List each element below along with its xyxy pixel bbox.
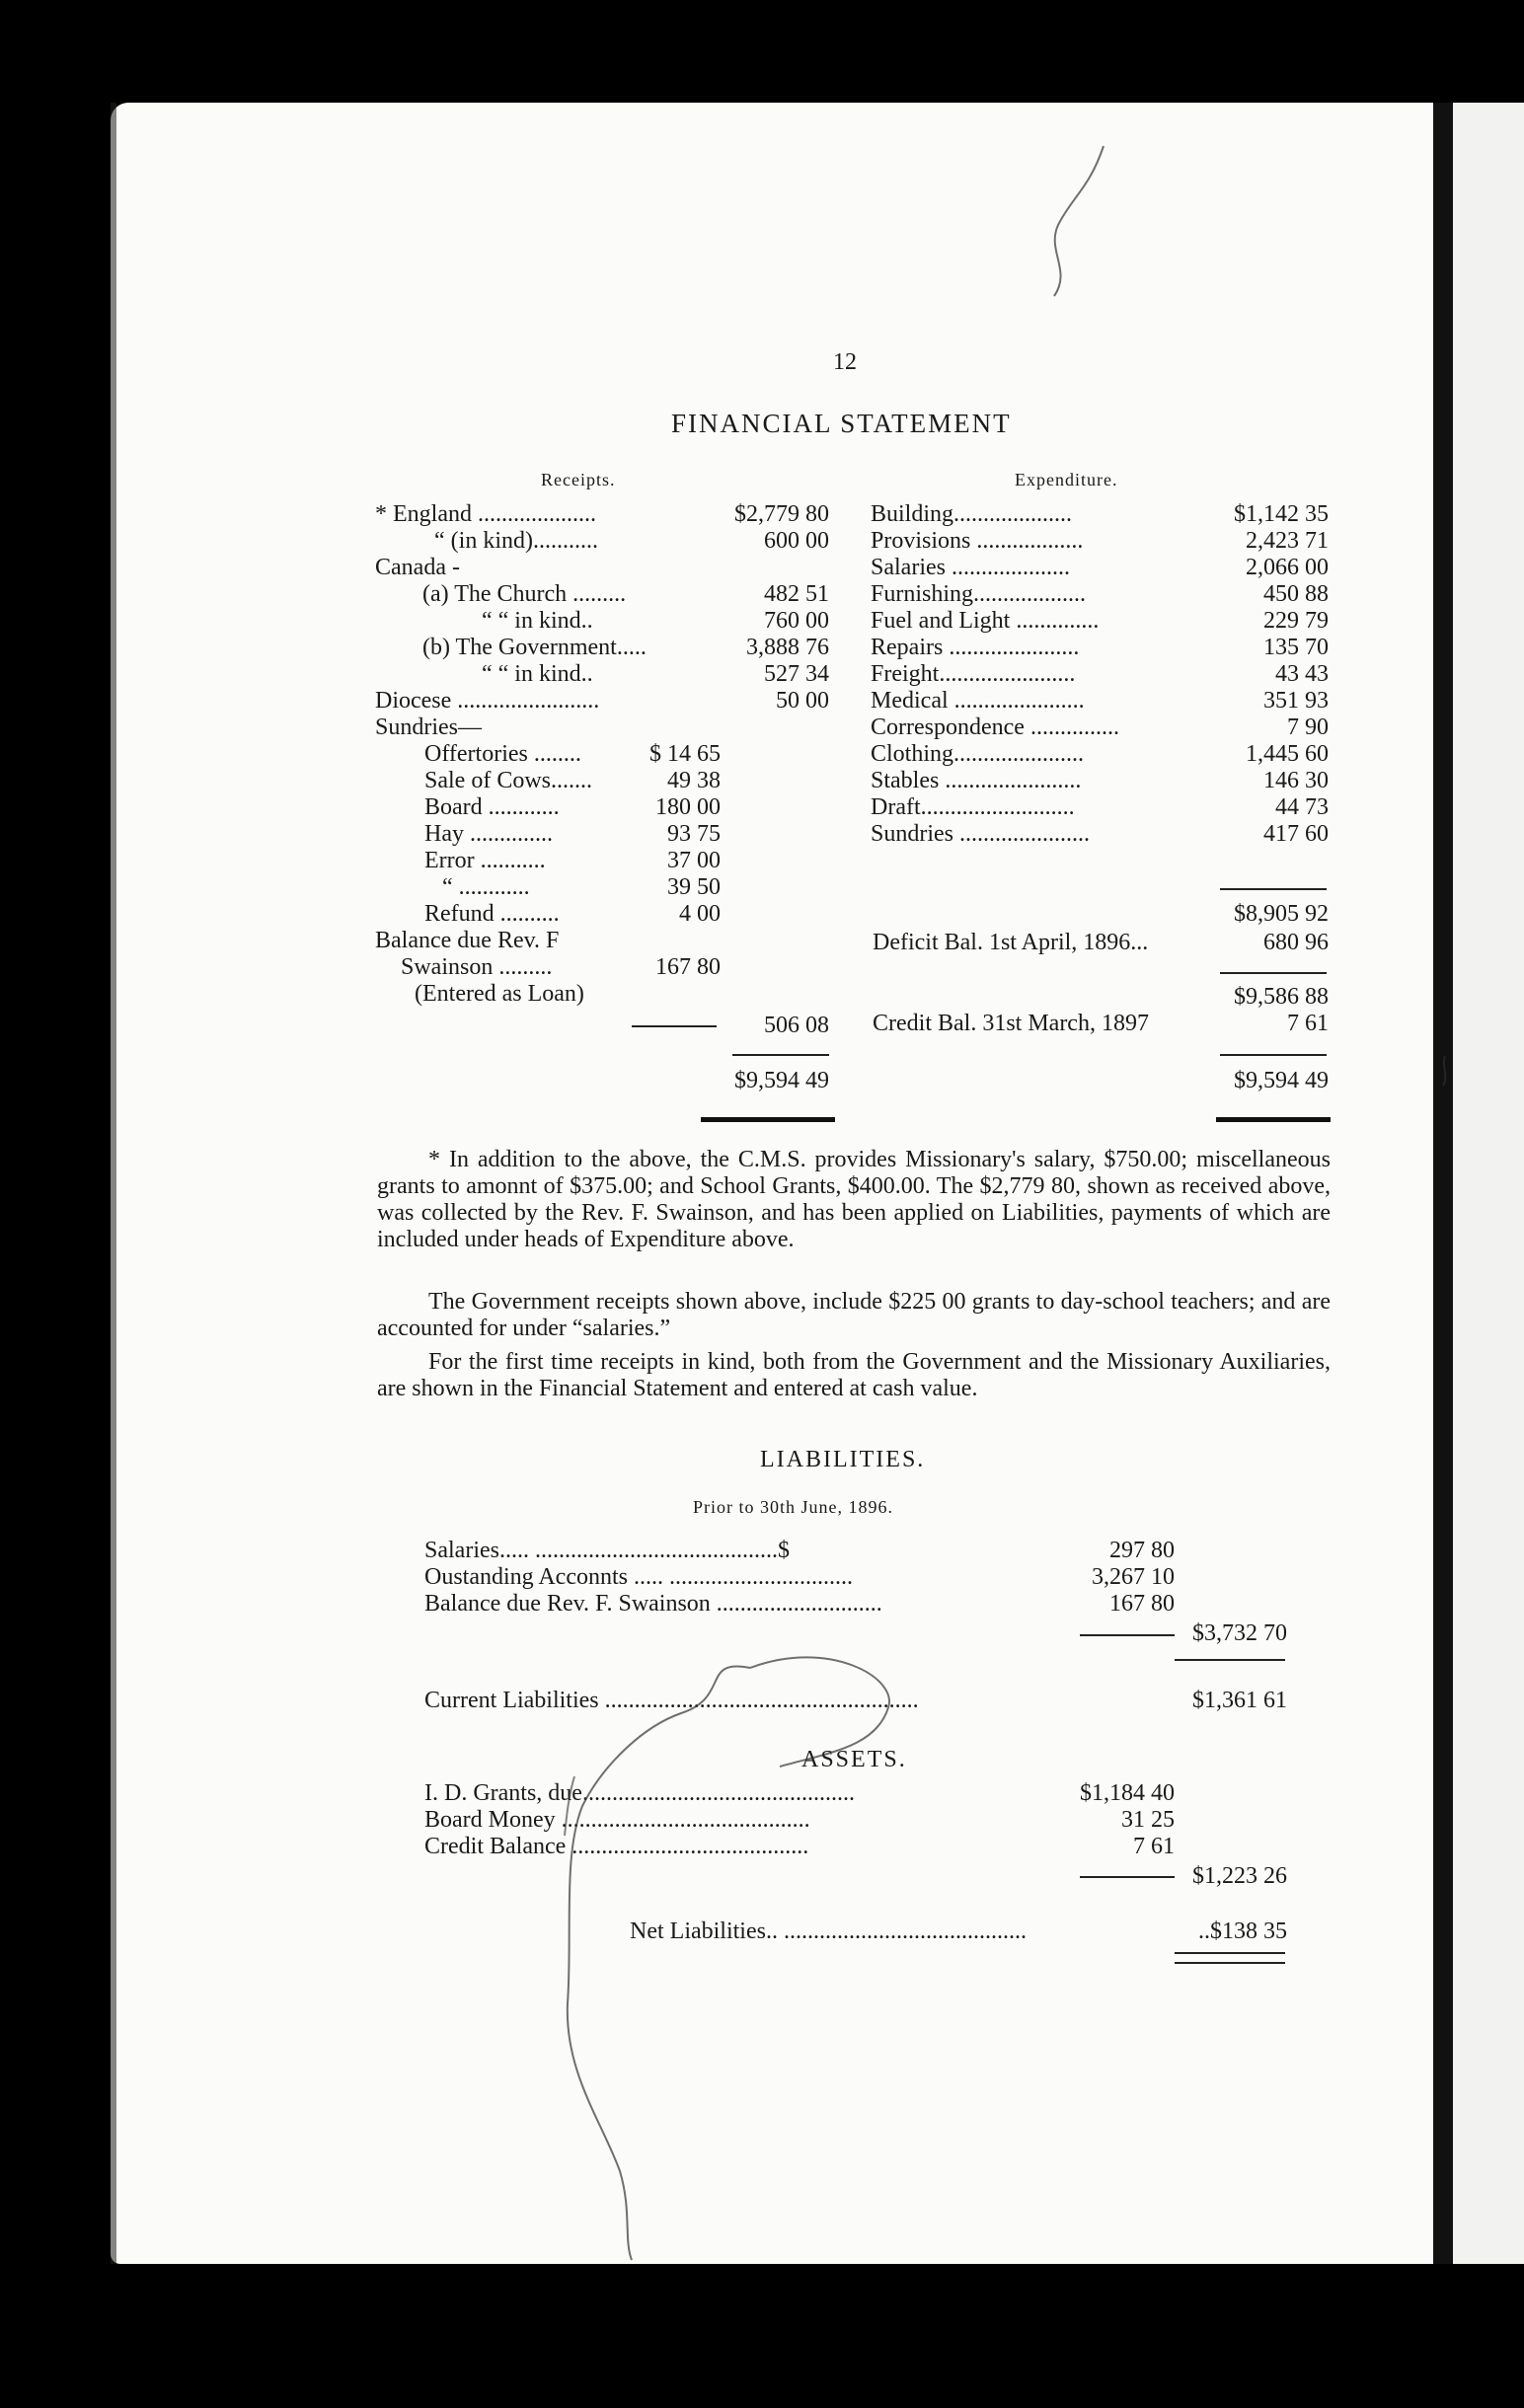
page-number: 12 xyxy=(833,349,857,375)
expenditure-value: 146 30 xyxy=(1263,768,1329,793)
note-in-kind: For the first time receipts in kind, both from the Government and the Missionary Auxiliaries, are shown in the Financial Statement and entered at cash value. xyxy=(377,1349,1331,1401)
credit-label: Credit Bal. 31st March, 1897 xyxy=(873,1011,1149,1036)
receipt-label: * England .................... xyxy=(375,501,596,527)
liability-value: 3,267 10 xyxy=(1092,1564,1175,1590)
receipt-value: 180 00 xyxy=(655,794,721,820)
expenditure-label: Clothing...................... xyxy=(871,741,1085,767)
assets-heading: ASSETS. xyxy=(801,1747,907,1772)
receipt-value: 4 00 xyxy=(679,901,721,927)
liability-value: 297 80 xyxy=(1109,1538,1175,1563)
asset-label: Board Money .......................................... xyxy=(424,1807,810,1833)
current-liabilities-label: Current Liabilities ..................................................... xyxy=(424,1688,919,1713)
asset-value: 7 61 xyxy=(1133,1834,1175,1859)
expenditure-label: Correspondence ............... xyxy=(871,715,1119,740)
assets-total: $1,223 26 xyxy=(1192,1863,1287,1889)
expenditure-value: $1,142 35 xyxy=(1234,501,1329,527)
expenditure-label: Repairs ...................... xyxy=(871,635,1080,660)
sundries-total: 506 08 xyxy=(764,1013,829,1038)
expenditure-label: Provisions .................. xyxy=(871,528,1084,554)
liabilities-heading: LIABILITIES. xyxy=(760,1447,926,1472)
receipt-label: Diocese ........................ xyxy=(375,688,600,714)
expenditure-value: 2,066 00 xyxy=(1246,555,1329,580)
expenditure-label: Furnishing................... xyxy=(871,581,1087,607)
asset-value: $1,184 40 xyxy=(1080,1780,1175,1806)
expenditure-label: Medical ...................... xyxy=(871,688,1085,714)
expenditure-value: 1,445 60 xyxy=(1246,741,1329,767)
receipt-label: “ “ in kind.. xyxy=(482,661,593,687)
receipt-label: Error ........... xyxy=(424,848,546,873)
receipts-heading: Receipts. xyxy=(541,470,616,489)
current-liabilities-value: $1,361 61 xyxy=(1192,1688,1287,1713)
expenditure-subtotal2: $9,586 88 xyxy=(1234,984,1329,1010)
deficit-label: Deficit Bal. 1st April, 1896... xyxy=(873,930,1149,955)
expenditure-subtotal: $8,905 92 xyxy=(1234,901,1329,927)
expenditure-label: Stables ....................... xyxy=(871,768,1082,793)
receipt-label: “ “ in kind.. xyxy=(482,608,593,634)
expenditure-label: Salaries .................... xyxy=(871,555,1070,580)
receipt-label: Canada - xyxy=(375,555,460,580)
receipt-label: “ ............ xyxy=(442,874,530,900)
note-cms: * In addition to the above, the C.M.S. provides Missionary's salary, $750.00; miscellaneous grants to amonnt of $375.00; and School Grants, $400.00. The $2,779 80, shown as received above, was collected by the Rev. F. Swainson, and has been applied on Liabilities, payments of which are included under heads of Expenditure above. xyxy=(377,1147,1331,1252)
receipt-label: Hay .............. xyxy=(424,821,553,847)
expenditure-label: Sundries ...................... xyxy=(871,821,1090,847)
page-title: FINANCIAL STATEMENT xyxy=(671,409,1012,438)
expenditure-label: Fuel and Light .............. xyxy=(871,608,1100,634)
receipt-value: 3,888 76 xyxy=(746,635,829,660)
expenditure-value: 135 70 xyxy=(1263,635,1329,660)
receipt-value: 760 00 xyxy=(764,608,829,634)
receipt-value: 527 34 xyxy=(764,661,829,687)
liability-label: Oustanding Acconnts ..... ............................... xyxy=(424,1564,853,1590)
receipt-label: “ (in kind)........... xyxy=(434,528,598,554)
receipt-label: (b) The Government..... xyxy=(422,635,647,660)
receipt-value: 50 00 xyxy=(776,688,829,714)
expenditure-value: 43 43 xyxy=(1275,661,1329,687)
expenditure-value: 7 90 xyxy=(1287,715,1329,740)
receipt-label: Sundries— xyxy=(375,715,482,740)
expenditure-label: Freight....................... xyxy=(871,661,1076,687)
liability-label: Balance due Rev. F. Swainson ............................ xyxy=(424,1591,882,1617)
expenditure-value: 351 93 xyxy=(1263,688,1329,714)
net-liabilities-label: Net Liabilities.. ......................................... xyxy=(630,1919,1027,1944)
receipt-label: (a) The Church ......... xyxy=(422,581,627,607)
expenditure-value: 2,423 71 xyxy=(1246,528,1329,554)
receipt-value: $2,779 80 xyxy=(734,501,829,527)
receipt-label: Board ............ xyxy=(424,794,560,820)
note-government: The Government receipts shown above, include $225 00 grants to day-school teachers; and are accounted for under “salaries.” xyxy=(377,1289,1331,1341)
liabilities-subheading: Prior to 30th June, 1896. xyxy=(693,1497,893,1517)
expenditure-value: 450 88 xyxy=(1263,581,1329,607)
expenditure-label: Building.................... xyxy=(871,501,1073,527)
asset-label: Credit Balance ........................................ xyxy=(424,1834,809,1859)
expenditure-total: $9,594 49 xyxy=(1234,1068,1329,1093)
receipt-value: 49 38 xyxy=(667,768,721,793)
receipt-label: (Entered as Loan) xyxy=(415,981,584,1007)
liabilities-total: $3,732 70 xyxy=(1192,1620,1287,1646)
receipt-value: 37 00 xyxy=(667,848,721,873)
expenditure-label: Draft.......................... xyxy=(871,794,1075,820)
receipt-value: 93 75 xyxy=(667,821,721,847)
asset-value: 31 25 xyxy=(1121,1807,1175,1833)
expenditure-value: 229 79 xyxy=(1263,608,1329,634)
receipts-total: $9,594 49 xyxy=(734,1068,829,1093)
receipt-label: Balance due Rev. F xyxy=(375,928,560,953)
receipt-label: Sale of Cows....... xyxy=(424,768,592,793)
expenditure-value: 417 60 xyxy=(1263,821,1329,847)
net-liabilities-value: ..$138 35 xyxy=(1198,1919,1287,1944)
receipt-label: Offertories ........ xyxy=(424,741,581,767)
expenditure-value: 44 73 xyxy=(1275,794,1329,820)
liability-label: Salaries..... .........................................$ xyxy=(424,1538,790,1563)
receipt-value: 39 50 xyxy=(667,874,721,900)
receipt-value: 482 51 xyxy=(764,581,829,607)
expenditure-heading: Expenditure. xyxy=(1015,470,1118,489)
receipt-value: $ 14 65 xyxy=(649,741,721,767)
liability-value: 167 80 xyxy=(1109,1591,1175,1617)
deficit-value: 680 96 xyxy=(1263,930,1329,955)
receipt-value: 600 00 xyxy=(764,528,829,554)
receipt-label: Refund .......... xyxy=(424,901,560,927)
asset-label: I. D. Grants, due.............................................. xyxy=(424,1780,855,1806)
receipt-value: 167 80 xyxy=(655,954,721,980)
credit-value: 7 61 xyxy=(1287,1011,1329,1036)
receipt-label: Swainson ......... xyxy=(401,954,553,980)
